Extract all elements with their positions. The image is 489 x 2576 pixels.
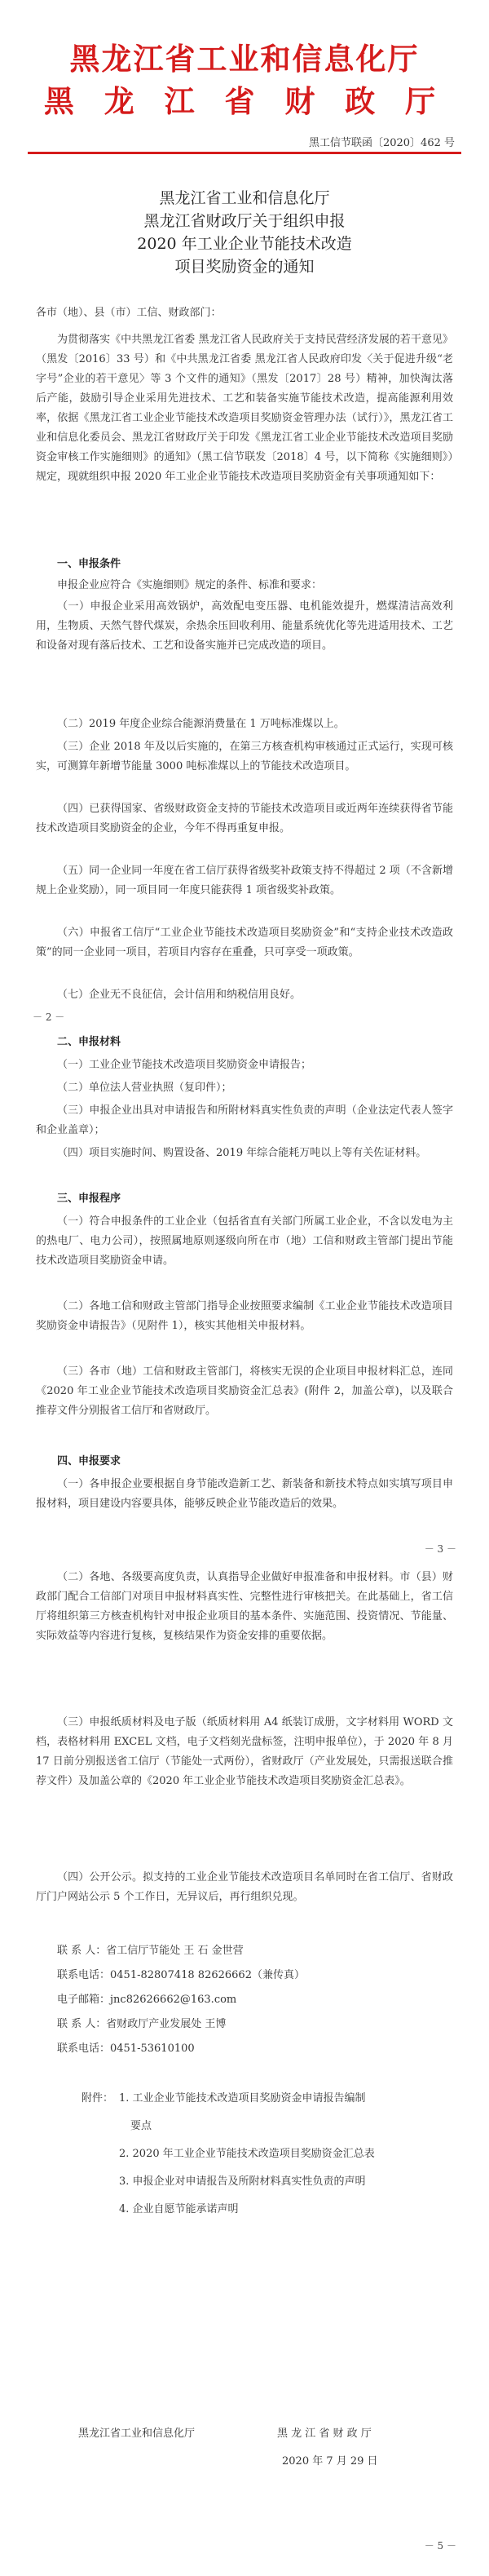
section4-item2: （二）各地、各级要高度负责，认真指导企业做好申报准备和申报材料。市（县）财政部门配合工信部门对项目申报材料真实性、完整性进行审核把关。在此基础上，省工信厅将组织第三方核查机构针对申报企业项目的基本条件、实施范围、投资情况、节能量、实际效益等内容进行复核，复核结果作为资金安排的重要依据。 [36,1571,453,1642]
contact-label: 联 系 人： [57,1945,107,1957]
title-line2: 黑龙江省财政厅关于组织申报 [143,212,346,230]
contact-row-1 [57,1941,244,1961]
page-number-3: － 3 － [424,1543,456,1555]
contact-label: 联 系 人： [57,2018,107,2030]
contact-value: 省财政厅产业发展处 王博 [106,2018,227,2030]
section4-item1: （一）各申报企业要根据自身节能改造新工艺、新装备和新技术特点如实填写项目申报材料，项目建设内容要具体，能够反映企业节能改造后的效果。 [36,1478,453,1510]
masthead-line2: 黑 龙 江 省 财 政 厅 [43,84,446,119]
section3-item1: （一）符合申报条件的工业企业（包括省直有关部门所属工业企业，不含以发电为主的热电厂、电力公司），按照属地原则逐级向所在市（地）工信和财政主管部门提出节能技术改造项目奖励资金申请。 [36,1215,453,1267]
signature-org-1: 黑龙江省工业和信息化厅 [78,2428,196,2440]
section2-item1: （一）工业企业节能技术改造项目奖励资金申请报告； [57,1059,312,1071]
section4-item3: （三）申报纸质材料及电子版（纸质材料用 A4 纸装订成册，文字材料用 WORD 文档，表格材料用 EXCEL 文档，电子文档刻光盘标签，注明申报单位），于 2020 年 8 月 17 日前分别报送省工信厅（节能处一式两份），省财政厅（产业发展处，只需报送联合推荐文件）及加盖公章的《2020 年工业企业节能技术改造项目奖励资金汇总表》。 [36,1716,453,1787]
contact-row-3 [57,1990,236,2010]
section1-item1: （一）申报企业采用高效锅炉，高效配电变压器、电机能效提升，燃煤清洁高效利用，生物质、天然气替代煤炭，余热余压回收利用、能量系统优化等先进适用技术、工艺和设备对现有落后技术、工艺和设备实施并已完成改造的项目。 [36,600,453,652]
section2-item3: （三）申报企业出具对申请报告和所附材料真实性负责的声明（企业法定代表人签字和企业盖章）； [36,1104,453,1136]
attachment-item-1: 1. 工业企业节能技术改造项目奖励资金申请报告编制 [119,2092,366,2105]
page-number-5: － 5 － [424,2540,456,2552]
section1-item2: （二）2019 年度企业综合能源消费量在 1 万吨标准煤以上。 [57,718,345,730]
section1-item6: （六）申报省工信厅“工业企业节能技术改造项目奖励资金”和“支持企业技术改造政策”的同一企业同一项目，若项目内容存在重叠，只可享受一项政策。 [36,927,453,958]
attachment-item-2: 2. 2020 年工业企业节能技术改造项目奖励资金汇总表 [119,2148,375,2160]
contact-label: 电子邮箱： [57,1994,111,2006]
signature-org-2: 黑 龙 江 省 财 政 厅 [277,2428,372,2440]
contact-value: 0451-82807418 82626662（兼传真） [110,1969,305,1981]
contact-row-2 [57,1966,305,1985]
attachments-label: 附件： [82,2092,114,2105]
section2-title: 二、申报材料 [57,1036,121,1048]
masthead-line1: 黑龙江省工业和信息化厅 [69,42,420,77]
section3-item2: （二）各地工信和财政主管部门指导企业按照要求编制《工业企业节能技术改造项目奖励资金申请报告》（见附件 1），核实其他相关申报材料。 [36,1300,453,1332]
contact-label: 联系电话： [57,1969,111,1981]
title-line4: 项目奖励资金的通知 [174,258,315,276]
section3-item3: （三）各市（地）工信和财政主管部门，将核实无误的企业项目申报材料汇总，连同《2020 年工业企业节能技术改造项目奖励资金汇总表》(附件 2，加盖公章)，以及联合推荐文件分别报省工信厅和省财政厅。 [36,1365,453,1417]
section1-item7: （七）企业无不良征信，会计信用和纳税信用良好。 [57,989,302,1001]
intro-paragraph: 为贯彻落实《中共黑龙江省委 黑龙江省人民政府关于支持民营经济发展的若干意见》（黑发〔2016〕33 号）和《中共黑龙江省委 黑龙江省人民政府印发〈关于促进升级“老字号”企业的若干意见〉等 3 个文件的通知》（黑发〔2017〕28 号）精神，加快淘汰落后产能，鼓励引导企业采用先进技术、工艺和装备实施节能技术改造，提高能源利用效率，依据《黑龙江省工业企业节能技术改造项目奖励资金管理办法（试行）》，黑龙江省工业和信息化委员会、黑龙江省财政厅关于印发《黑龙江省工业企业节能技术改造项目奖励资金审核工作实施细则》的通知》（黑工信节联发〔2018〕4 号，以下简称《实施细则》）规定，现就组织申报 2020 年工业企业节能技术改造项目奖励资金有关事项通知如下： [36,334,453,483]
section1-item5: （五）同一企业同一年度在省工信厅获得省级奖补政策支持不得超过 2 项（不含新增规上企业奖励），同一项目同一年度只能获得 1 项省级奖补政策。 [36,865,453,896]
attachment-item-1-cont: 要点 [130,2120,152,2132]
page-number-2: － 2 － [33,1011,65,1023]
section1-item4: （四）已获得国家、省级财政资金支持的节能技术改造项目或近两年连续获得省节能技术改造项目奖励资金的企业，今年不得再重复申报。 [36,803,453,834]
section2-item4: （四）项目实施时间、购置设备、2019 年综合能耗万吨以上等有关佐证材料。 [57,1147,427,1159]
red-divider-line [28,152,461,154]
section3-title: 三、申报程序 [57,1193,121,1205]
section4-title: 四、申报要求 [57,1455,121,1467]
section1-lead: 申报企业应符合《实施细则》规定的条件、标准和要求： [57,579,323,591]
title-line1: 黑龙江省工业和信息化厅 [159,189,330,207]
contact-label: 联系电话： [57,2043,111,2055]
contact-value: 省工信厅节能处 王 石 金世营 [106,1945,244,1957]
section2-item2: （二）单位法人营业执照（复印件）； [57,1082,232,1094]
addressee: 各市（地）、县（市）工信、财政部门： [36,307,222,319]
section4-item4: （四）公开公示。拟支持的工业企业节能技术改造项目名单同时在省工信厅、省财政厅门户网站公示 5 个工作日，无异议后，再行组织兑现。 [36,1871,453,1903]
attachment-item-3: 3. 申报企业对申请报告及所附材料真实性负责的声明 [119,2175,366,2188]
contact-row-4 [57,2015,226,2034]
title-line3: 2020 年工业企业节能技术改造 [137,235,352,253]
contact-value: 0451-53610100 [110,2043,195,2055]
signature-date: 2020 年 7 月 29 日 [282,2455,378,2468]
section1-title: 一、申报条件 [57,558,121,570]
attachment-item-4: 4. 企业自愿节能承诺声明 [119,2203,239,2215]
document-number: 黑工信节联函〔2020〕462 号 [308,137,455,149]
contact-row-5 [57,2039,195,2059]
section1-item3: （三）企业 2018 年及以后实施的，在第三方核查机构审核通过正式运行，实现可核实，可测算年新增节能量 3000 吨标准煤以上的节能技术改造项目。 [36,741,453,772]
contact-email: jnc82626662@163.com [110,1994,237,2006]
